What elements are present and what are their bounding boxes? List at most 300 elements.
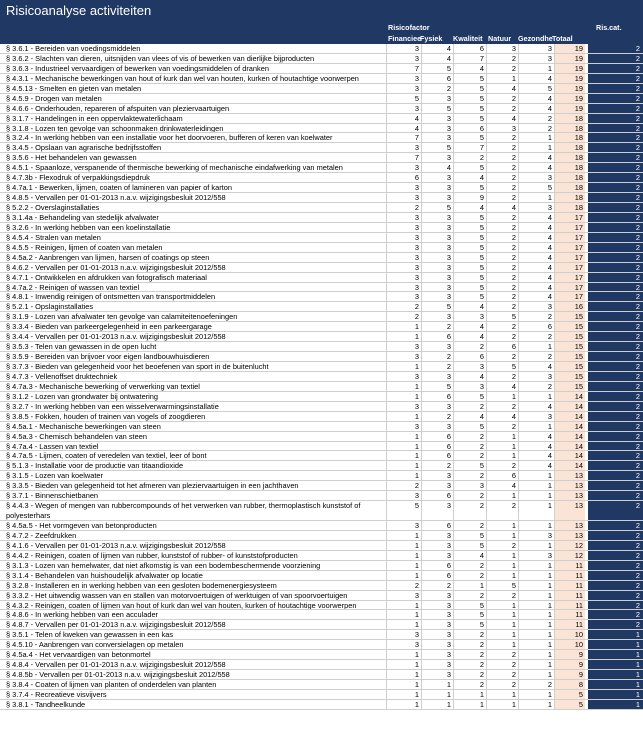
natuur-cell[interactable]: 2 [486, 193, 518, 202]
fysiek-cell[interactable]: 1 [421, 680, 453, 689]
gezondheid-cell[interactable]: 1 [518, 660, 554, 669]
kwaliteit-cell[interactable]: 5 [453, 94, 486, 103]
risk-category-cell[interactable]: 2 [588, 382, 643, 391]
natuur-cell[interactable]: 1 [486, 442, 518, 451]
fysiek-cell[interactable]: 3 [421, 263, 453, 272]
activity-cell[interactable]: § 3.3.4 - Bieden van parkeergelegenheid in een parkeergarage [6, 322, 212, 332]
gezondheid-cell[interactable]: 4 [518, 442, 554, 451]
kwaliteit-cell[interactable]: 2 [453, 640, 486, 649]
risk-category-cell[interactable]: 2 [588, 412, 643, 421]
natuur-cell[interactable]: 1 [486, 620, 518, 629]
risk-category-cell[interactable]: 2 [588, 253, 643, 262]
natuur-cell[interactable]: 2 [486, 461, 518, 470]
gezondheid-cell[interactable]: 4 [518, 263, 554, 272]
natuur-cell[interactable]: 1 [486, 551, 518, 560]
activity-cell[interactable]: § 4.8.4 - Vervallen per 01-01-2013 n.a.v. wijzigingsbesluit 2012/558 [6, 660, 226, 670]
gezondheid-cell[interactable]: 1 [518, 620, 554, 629]
kwaliteit-cell[interactable]: 2 [453, 630, 486, 639]
risk-category-cell[interactable]: 2 [588, 531, 643, 540]
totaal-cell[interactable]: 13 [554, 481, 585, 490]
gezondheid-cell[interactable]: 1 [518, 143, 554, 152]
kwaliteit-cell[interactable]: 5 [453, 620, 486, 629]
kwaliteit-cell[interactable]: 2 [453, 650, 486, 659]
activity-cell[interactable]: § 3.3.5 - Bieden van gelegenheid tot het afmeren van pleziervaartuigen in een jachthaven [6, 481, 299, 491]
header-financiee[interactable]: Financiee [388, 34, 422, 43]
risk-category-cell[interactable]: 2 [588, 551, 643, 560]
fysiek-cell[interactable]: 4 [421, 54, 453, 63]
natuur-cell[interactable]: 2 [486, 660, 518, 669]
kwaliteit-cell[interactable]: 2 [453, 153, 486, 162]
activity-cell[interactable]: § 3.7.1 - Binnenschietbanen [6, 491, 99, 501]
financieel-cell[interactable]: 3 [386, 372, 421, 381]
gezondheid-cell[interactable]: 1 [518, 491, 554, 500]
gezondheid-cell[interactable]: 1 [518, 392, 554, 401]
totaal-cell[interactable]: 11 [554, 591, 585, 600]
natuur-cell[interactable]: 2 [486, 591, 518, 600]
header-kwaliteit[interactable]: Kwaliteit [453, 34, 483, 43]
kwaliteit-cell[interactable]: 4 [453, 302, 486, 311]
risk-category-cell[interactable]: 2 [588, 481, 643, 490]
gezondheid-cell[interactable]: 4 [518, 74, 554, 83]
totaal-cell[interactable]: 14 [554, 392, 585, 401]
risk-category-cell[interactable]: 2 [588, 362, 643, 371]
natuur-cell[interactable]: 1 [486, 74, 518, 83]
kwaliteit-cell[interactable]: 1 [453, 690, 486, 699]
gezondheid-cell[interactable]: 4 [518, 213, 554, 222]
kwaliteit-cell[interactable]: 5 [453, 133, 486, 142]
risk-category-cell[interactable]: 2 [588, 213, 643, 222]
financieel-cell[interactable]: 3 [386, 213, 421, 222]
financieel-cell[interactable]: 3 [386, 104, 421, 113]
risk-category-cell[interactable]: 1 [588, 640, 643, 649]
gezondheid-cell[interactable]: 4 [518, 402, 554, 411]
fysiek-cell[interactable]: 3 [421, 551, 453, 560]
kwaliteit-cell[interactable]: 5 [453, 292, 486, 301]
financieel-cell[interactable]: 2 [386, 312, 421, 321]
activity-cell[interactable]: § 4.3.2 - Reinigen, coaten of lijmen van hout of kurk dan wel van houten, kurken of houtachtige voorwerpen [6, 600, 357, 610]
financieel-cell[interactable]: 1 [386, 541, 421, 550]
financieel-cell[interactable]: 3 [386, 253, 421, 262]
risk-category-cell[interactable]: 2 [588, 183, 643, 192]
natuur-cell[interactable]: 2 [486, 94, 518, 103]
gezondheid-cell[interactable]: 4 [518, 432, 554, 441]
risk-category-cell[interactable]: 2 [588, 322, 643, 331]
risk-category-cell[interactable]: 2 [588, 561, 643, 570]
kwaliteit-cell[interactable]: 5 [453, 273, 486, 282]
risk-category-cell[interactable]: 2 [588, 620, 643, 629]
kwaliteit-cell[interactable]: 4 [453, 412, 486, 421]
risk-category-cell[interactable]: 2 [588, 601, 643, 610]
gezondheid-cell[interactable]: 5 [518, 84, 554, 93]
kwaliteit-cell[interactable]: 5 [453, 392, 486, 401]
activity-cell[interactable]: § 4.3.1 - Mechanische bewerkingen van hout of kurk dan wel van houten, kurken of houtachtige voorwerpen [6, 73, 359, 83]
financieel-cell[interactable]: 3 [386, 283, 421, 292]
natuur-cell[interactable]: 1 [486, 601, 518, 610]
activity-cell[interactable]: § 3.5.6 - Het behandelen van gewassen [6, 153, 137, 163]
activity-cell[interactable]: § 4.5.4 - Stralen van metalen [6, 232, 101, 242]
natuur-cell[interactable]: 3 [486, 124, 518, 133]
header-gezondheid[interactable]: Gezondhe [518, 34, 553, 43]
kwaliteit-cell[interactable]: 5 [453, 461, 486, 470]
activity-cell[interactable]: § 4.7a.4 - Lassen van textiel [6, 441, 99, 451]
fysiek-cell[interactable]: 4 [421, 163, 453, 172]
risk-category-cell[interactable]: 2 [588, 133, 643, 142]
totaal-cell[interactable]: 14 [554, 432, 585, 441]
totaal-cell[interactable]: 17 [554, 292, 585, 301]
fysiek-cell[interactable]: 2 [421, 362, 453, 371]
kwaliteit-cell[interactable]: 7 [453, 54, 486, 63]
totaal-cell[interactable]: 11 [554, 571, 585, 580]
totaal-cell[interactable]: 15 [554, 342, 585, 351]
financieel-cell[interactable]: 1 [386, 461, 421, 470]
kwaliteit-cell[interactable]: 2 [453, 561, 486, 570]
risk-category-cell[interactable]: 2 [588, 461, 643, 470]
financieel-cell[interactable]: 3 [386, 630, 421, 639]
activity-cell[interactable]: § 3.8.4 - Coaten of lijmen van planten of onderdelen van planten [6, 680, 217, 689]
activity-cell[interactable]: § 4.8.5b - Vervallen per 01-01-2013 n.a.v. wijzigingsbesluit 2012/558 [6, 670, 230, 680]
gezondheid-cell[interactable]: 1 [518, 422, 554, 431]
totaal-cell[interactable]: 16 [554, 302, 585, 311]
gezondheid-cell[interactable]: 1 [518, 471, 554, 480]
totaal-cell[interactable]: 11 [554, 581, 585, 590]
risk-category-cell[interactable]: 2 [588, 54, 643, 63]
kwaliteit-cell[interactable]: 7 [453, 143, 486, 152]
natuur-cell[interactable]: 2 [486, 292, 518, 301]
activity-cell[interactable]: § 3.7.3 - Bieden van gelegenheid voor het beoefenen van sport in de buitenlucht [6, 362, 269, 371]
financieel-cell[interactable]: 1 [386, 700, 421, 709]
fysiek-cell[interactable]: 3 [421, 640, 453, 649]
gezondheid-cell[interactable]: 4 [518, 451, 554, 460]
fysiek-cell[interactable]: 6 [421, 561, 453, 570]
activity-cell[interactable]: § 4.8.6 - In werking hebben van een acculader [6, 610, 159, 620]
activity-cell[interactable]: § 3.8.5 - Fokken, houden of trainen van vogels of zoogdieren [6, 411, 206, 421]
kwaliteit-cell[interactable]: 3 [453, 312, 486, 321]
natuur-cell[interactable]: 2 [486, 143, 518, 152]
kwaliteit-cell[interactable]: 2 [453, 451, 486, 460]
kwaliteit-cell[interactable]: 4 [453, 173, 486, 182]
risk-category-cell[interactable]: 2 [588, 163, 643, 172]
gezondheid-cell[interactable]: 1 [518, 650, 554, 659]
financieel-cell[interactable]: 3 [386, 292, 421, 301]
financieel-cell[interactable]: 1 [386, 392, 421, 401]
risk-category-cell[interactable]: 2 [588, 74, 643, 83]
kwaliteit-cell[interactable]: 2 [453, 501, 486, 520]
risk-category-cell[interactable]: 1 [588, 690, 643, 699]
gezondheid-cell[interactable]: 4 [518, 233, 554, 242]
fysiek-cell[interactable]: 5 [421, 143, 453, 152]
gezondheid-cell[interactable]: 1 [518, 670, 554, 679]
fysiek-cell[interactable]: 3 [421, 422, 453, 431]
totaal-cell[interactable]: 14 [554, 461, 585, 470]
activity-cell[interactable]: § 3.1.4 - Behandelen van huishoudelijk afvalwater op locatie [6, 570, 203, 580]
risk-category-cell[interactable]: 2 [588, 44, 643, 53]
risk-category-cell[interactable]: 2 [588, 501, 643, 520]
fysiek-cell[interactable]: 3 [421, 610, 453, 619]
gezondheid-cell[interactable]: 4 [518, 163, 554, 172]
kwaliteit-cell[interactable]: 2 [453, 521, 486, 530]
totaal-cell[interactable]: 11 [554, 601, 585, 610]
financieel-cell[interactable]: 3 [386, 44, 421, 53]
kwaliteit-cell[interactable]: 2 [453, 471, 486, 480]
natuur-cell[interactable]: 1 [486, 561, 518, 570]
gezondheid-cell[interactable]: 2 [518, 382, 554, 391]
kwaliteit-cell[interactable]: 4 [453, 332, 486, 341]
risk-category-cell[interactable]: 2 [588, 114, 643, 123]
fysiek-cell[interactable]: 6 [421, 74, 453, 83]
gezondheid-cell[interactable]: 4 [518, 223, 554, 232]
financieel-cell[interactable]: 1 [386, 412, 421, 421]
fysiek-cell[interactable]: 3 [421, 173, 453, 182]
natuur-cell[interactable]: 2 [486, 104, 518, 113]
activity-cell[interactable]: § 4.4.3 - Wegen of mengen van rubbercompounds of het verwerken van rubber, thermoplastisch kunststof of polyesterhars [6, 501, 361, 520]
kwaliteit-cell[interactable]: 9 [453, 193, 486, 202]
financieel-cell[interactable]: 3 [386, 521, 421, 530]
gezondheid-cell[interactable]: 1 [518, 541, 554, 550]
activity-cell[interactable]: § 4.8.1 - Inwendig reinigen of ontsmetten van transportmiddelen [6, 292, 216, 302]
risk-category-cell[interactable]: 2 [588, 571, 643, 580]
activity-cell[interactable]: § 4.8.7 - Vervallen per 01-01-2013 n.a.v. wijzigingsbesluit 2012/558 [6, 620, 226, 630]
kwaliteit-cell[interactable]: 1 [453, 700, 486, 709]
kwaliteit-cell[interactable]: 5 [453, 84, 486, 93]
fysiek-cell[interactable]: 2 [421, 352, 453, 361]
natuur-cell[interactable]: 2 [486, 332, 518, 341]
activity-cell[interactable]: § 3.8.1 - Tandheelkunde [6, 699, 86, 709]
kwaliteit-cell[interactable]: 4 [453, 203, 486, 212]
kwaliteit-cell[interactable]: 5 [453, 104, 486, 113]
fysiek-cell[interactable]: 3 [421, 133, 453, 142]
totaal-cell[interactable]: 15 [554, 382, 585, 391]
fysiek-cell[interactable]: 2 [421, 412, 453, 421]
gezondheid-cell[interactable]: 6 [518, 322, 554, 331]
totaal-cell[interactable]: 18 [554, 133, 585, 142]
fysiek-cell[interactable]: 3 [421, 213, 453, 222]
financieel-cell[interactable]: 1 [386, 471, 421, 480]
natuur-cell[interactable]: 1 [486, 531, 518, 540]
natuur-cell[interactable]: 1 [486, 571, 518, 580]
kwaliteit-cell[interactable]: 5 [453, 163, 486, 172]
financieel-cell[interactable]: 1 [386, 670, 421, 679]
financieel-cell[interactable]: 2 [386, 302, 421, 311]
risk-category-cell[interactable]: 1 [588, 670, 643, 679]
gezondheid-cell[interactable]: 1 [518, 133, 554, 142]
gezondheid-cell[interactable]: 1 [518, 342, 554, 351]
fysiek-cell[interactable]: 2 [421, 84, 453, 93]
gezondheid-cell[interactable]: 4 [518, 253, 554, 262]
natuur-cell[interactable]: 2 [486, 173, 518, 182]
natuur-cell[interactable]: 1 [486, 700, 518, 709]
fysiek-cell[interactable]: 3 [421, 630, 453, 639]
financieel-cell[interactable]: 3 [386, 74, 421, 83]
financieel-cell[interactable]: 2 [386, 481, 421, 490]
totaal-cell[interactable]: 17 [554, 213, 585, 222]
fysiek-cell[interactable]: 3 [421, 292, 453, 301]
totaal-cell[interactable]: 17 [554, 263, 585, 272]
risk-category-cell[interactable]: 2 [588, 243, 643, 252]
totaal-cell[interactable]: 18 [554, 203, 585, 212]
fysiek-cell[interactable]: 3 [421, 501, 453, 520]
gezondheid-cell[interactable]: 1 [518, 501, 554, 520]
natuur-cell[interactable]: 2 [486, 422, 518, 431]
risk-category-cell[interactable]: 2 [588, 581, 643, 590]
activity-cell[interactable]: § 3.6.2 - Slachten van dieren, uitsnijden van vlees of vis of bewerken van dierlijke bijproducten [6, 53, 315, 63]
totaal-cell[interactable]: 13 [554, 471, 585, 480]
financieel-cell[interactable]: 3 [386, 273, 421, 282]
kwaliteit-cell[interactable]: 3 [453, 362, 486, 371]
gezondheid-cell[interactable]: 1 [518, 591, 554, 600]
financieel-cell[interactable]: 1 [386, 332, 421, 341]
activity-cell[interactable]: § 4.5a.4 - Het vervaardigen van betonmortel [6, 650, 151, 660]
activity-cell[interactable]: § 4.7.1 - Ontwikkelen en afdrukken van fotografisch materiaal [6, 272, 207, 282]
natuur-cell[interactable]: 3 [486, 44, 518, 53]
financieel-cell[interactable]: 6 [386, 173, 421, 182]
activity-cell[interactable]: § 3.6.1 - Bereiden van voedingsmiddelen [6, 44, 141, 53]
kwaliteit-cell[interactable]: 6 [453, 352, 486, 361]
fysiek-cell[interactable]: 3 [421, 471, 453, 480]
kwaliteit-cell[interactable]: 5 [453, 74, 486, 83]
activity-cell[interactable]: § 3.1.5 - Lozen van koelwater [6, 471, 103, 481]
activity-cell[interactable]: § 3.5.1 - Telen of kweken van gewassen in een kas [6, 630, 174, 640]
gezondheid-cell[interactable]: 1 [518, 640, 554, 649]
natuur-cell[interactable]: 4 [486, 412, 518, 421]
gezondheid-cell[interactable]: 3 [518, 531, 554, 540]
gezondheid-cell[interactable]: 1 [518, 610, 554, 619]
activity-cell[interactable]: § 3.5.3 - Telen van gewassen in de open lucht [6, 342, 157, 352]
totaal-cell[interactable]: 17 [554, 223, 585, 232]
activity-cell[interactable]: § 4.4.2 - Reinigen, coaten of lijmen van rubber, kunststof of rubber- of kunststofproducten [6, 550, 298, 560]
activity-cell[interactable]: § 4.7.2 - Zeefdrukken [6, 530, 77, 540]
risk-category-cell[interactable]: 2 [588, 292, 643, 301]
fysiek-cell[interactable]: 3 [421, 283, 453, 292]
natuur-cell[interactable]: 2 [486, 322, 518, 331]
totaal-cell[interactable]: 18 [554, 193, 585, 202]
totaal-cell[interactable]: 17 [554, 253, 585, 262]
financieel-cell[interactable]: 2 [386, 581, 421, 590]
risk-category-cell[interactable]: 2 [588, 591, 643, 600]
risk-category-cell[interactable]: 2 [588, 332, 643, 341]
risk-category-cell[interactable]: 2 [588, 263, 643, 272]
kwaliteit-cell[interactable]: 4 [453, 64, 486, 73]
activity-cell[interactable]: § 4.5.9 - Drogen van metalen [6, 93, 102, 103]
activity-cell[interactable]: § 4.7.3b - Flexodruk of verpakkingsdiepdruk [6, 173, 150, 183]
totaal-cell[interactable]: 10 [554, 630, 585, 639]
kwaliteit-cell[interactable]: 3 [453, 382, 486, 391]
fysiek-cell[interactable]: 2 [421, 322, 453, 331]
fysiek-cell[interactable]: 3 [421, 541, 453, 550]
activity-cell[interactable]: § 3.2.4 - In werking hebben van een installatie voor het doorvoeren, bufferen of keren van koelwater [6, 133, 333, 143]
natuur-cell[interactable]: 2 [486, 243, 518, 252]
totaal-cell[interactable]: 12 [554, 541, 585, 550]
totaal-cell[interactable]: 18 [554, 114, 585, 123]
totaal-cell[interactable]: 15 [554, 312, 585, 321]
financieel-cell[interactable]: 3 [386, 54, 421, 63]
risk-category-cell[interactable]: 2 [588, 471, 643, 480]
natuur-cell[interactable]: 2 [486, 133, 518, 142]
activity-cell[interactable]: § 4.5a.1 - Mechanische bewerkingen van steen [6, 421, 161, 431]
gezondheid-cell[interactable]: 4 [518, 243, 554, 252]
financieel-cell[interactable]: 3 [386, 243, 421, 252]
gezondheid-cell[interactable]: 4 [518, 283, 554, 292]
financieel-cell[interactable]: 3 [386, 352, 421, 361]
gezondheid-cell[interactable]: 2 [518, 312, 554, 321]
fysiek-cell[interactable]: 1 [421, 700, 453, 709]
totaal-cell[interactable]: 15 [554, 352, 585, 361]
financieel-cell[interactable]: 1 [386, 362, 421, 371]
kwaliteit-cell[interactable]: 2 [453, 591, 486, 600]
kwaliteit-cell[interactable]: 6 [453, 44, 486, 53]
totaal-cell[interactable]: 13 [554, 521, 585, 530]
activity-cell[interactable]: § 4.5.10 - Aanbrengen van conversielagen op metalen [6, 640, 184, 650]
fysiek-cell[interactable]: 3 [421, 153, 453, 162]
fysiek-cell[interactable]: 5 [421, 64, 453, 73]
risk-category-cell[interactable]: 2 [588, 302, 643, 311]
activity-cell[interactable]: § 5.1.3 - Installatie voor de productie van titaandioxide [6, 461, 184, 471]
natuur-cell[interactable]: 2 [486, 64, 518, 73]
kwaliteit-cell[interactable]: 2 [453, 491, 486, 500]
natuur-cell[interactable]: 2 [486, 183, 518, 192]
gezondheid-cell[interactable]: 4 [518, 153, 554, 162]
risk-category-cell[interactable]: 1 [588, 680, 643, 689]
gezondheid-cell[interactable]: 1 [518, 700, 554, 709]
risk-category-cell[interactable]: 1 [588, 630, 643, 639]
gezondheid-cell[interactable]: 3 [518, 173, 554, 182]
financieel-cell[interactable]: 1 [386, 620, 421, 629]
risk-category-cell[interactable]: 2 [588, 203, 643, 212]
kwaliteit-cell[interactable]: 4 [453, 551, 486, 560]
risk-category-cell[interactable]: 2 [588, 233, 643, 242]
financieel-cell[interactable]: 1 [386, 601, 421, 610]
natuur-cell[interactable]: 2 [486, 541, 518, 550]
fysiek-cell[interactable]: 3 [421, 481, 453, 490]
fysiek-cell[interactable]: 3 [421, 601, 453, 610]
financieel-cell[interactable]: 3 [386, 223, 421, 232]
risk-category-cell[interactable]: 2 [588, 143, 643, 152]
gezondheid-cell[interactable]: 2 [518, 114, 554, 123]
risk-category-cell[interactable]: 2 [588, 94, 643, 103]
kwaliteit-cell[interactable]: 5 [453, 213, 486, 222]
totaal-cell[interactable]: 15 [554, 332, 585, 341]
fysiek-cell[interactable]: 3 [421, 183, 453, 192]
gezondheid-cell[interactable]: 1 [518, 690, 554, 699]
kwaliteit-cell[interactable]: 2 [453, 670, 486, 679]
financieel-cell[interactable]: 1 [386, 451, 421, 460]
fysiek-cell[interactable]: 3 [421, 402, 453, 411]
fysiek-cell[interactable]: 3 [421, 312, 453, 321]
fysiek-cell[interactable]: 5 [421, 203, 453, 212]
natuur-cell[interactable]: 2 [486, 650, 518, 659]
gezondheid-cell[interactable]: 2 [518, 680, 554, 689]
risk-category-cell[interactable]: 2 [588, 173, 643, 182]
fysiek-cell[interactable]: 3 [421, 94, 453, 103]
natuur-cell[interactable]: 2 [486, 233, 518, 242]
gezondheid-cell[interactable]: 1 [518, 521, 554, 530]
fysiek-cell[interactable]: 3 [421, 650, 453, 659]
gezondheid-cell[interactable]: 4 [518, 104, 554, 113]
risk-category-cell[interactable]: 1 [588, 650, 643, 659]
gezondheid-cell[interactable]: 1 [518, 601, 554, 610]
natuur-cell[interactable]: 2 [486, 163, 518, 172]
risk-category-cell[interactable]: 2 [588, 153, 643, 162]
activity-cell[interactable]: § 3.2.7 - In werking hebben van een wisselverwarmingsinstallatie [6, 401, 219, 411]
kwaliteit-cell[interactable]: 5 [453, 531, 486, 540]
kwaliteit-cell[interactable]: 5 [453, 422, 486, 431]
financieel-cell[interactable]: 5 [386, 501, 421, 520]
kwaliteit-cell[interactable]: 2 [453, 432, 486, 441]
kwaliteit-cell[interactable]: 6 [453, 124, 486, 133]
kwaliteit-cell[interactable]: 4 [453, 322, 486, 331]
kwaliteit-cell[interactable]: 5 [453, 601, 486, 610]
totaal-cell[interactable]: 13 [554, 501, 585, 520]
totaal-cell[interactable]: 11 [554, 620, 585, 629]
